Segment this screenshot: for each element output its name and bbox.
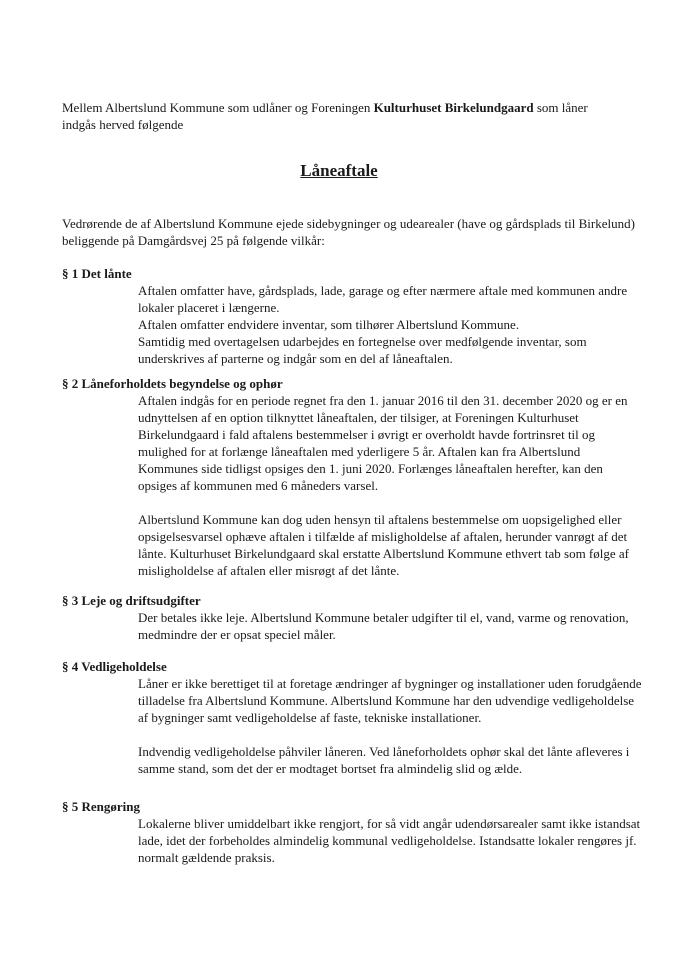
- section-5: [62, 798, 642, 866]
- section-2-body: [138, 392, 643, 579]
- section-5-heading: § 5 Rengøring: [62, 799, 140, 814]
- section-3-heading: § 3 Leje og driftsudgifter: [62, 593, 201, 608]
- section-2-heading: § 2 Låneforholdets begyndelse og ophør: [62, 376, 283, 391]
- section-4: [62, 658, 642, 777]
- section-3-body: [138, 609, 643, 643]
- section-1-paragraph-1: Aftalen omfatter have, gårdsplads, lade, garage og efter nærmere aftale med kommunen andre lokaler placeret i længerne. Aftalen omfatter endvidere inventar, som tilhører Albertslund Kommune. Samtidig med overtagelsen udarbejdes en fortegnelse over medfølgende inventar, som underskrives af parterne og indgår som en del af låneaftalen.: [138, 283, 628, 366]
- section-4-heading: § 4 Vedligeholdelse: [62, 659, 167, 674]
- section-5-body: [138, 815, 643, 866]
- section-2: [62, 375, 642, 579]
- intro-before: Mellem Albertslund Kommune som udlåner og Foreningen: [62, 100, 374, 115]
- section-1-body: [138, 282, 643, 367]
- document-title: Låneaftale: [300, 161, 378, 180]
- section-3-paragraph-1: Der betales ikke leje. Albertslund Kommune betaler udgifter til el, vand, varme og renovation, medmindre der er opsat speciel måler.: [138, 610, 629, 642]
- section-5-paragraph-1: Lokalerne bliver umiddelbart ikke rengjort, for så vidt angår udendørsarealer samt ikke istandsat lade, idet der forbeholdes almindelig kommunal vedligeholdelse. Istandsatte lokaler rengøres jf. normalt gældende praksis.: [138, 816, 641, 865]
- intro-after: som låner indgås herved følgende: [62, 100, 588, 132]
- section-1-heading: § 1 Det lånte: [62, 266, 132, 281]
- section-2-paragraph-2: Albertslund Kommune kan dog uden hensyn til aftalens bestemmelse om uopsigelighed eller opsigelsesvarsel ophæve aftalen i tilfælde af misligholdelse af aftalen, herunder vanrøgt af det lånte. Kulturhuset Birkelundgaard skal erstatte Albertslund Kommune ethvert tab som følge af misligholdelse af aftalen eller misrøgt af det lånte.: [138, 512, 629, 578]
- intro-org-name: Kulturhuset Birkelundgaard: [373, 100, 534, 115]
- section-1: [62, 265, 642, 367]
- section-4-paragraph-1: Låner er ikke berettiget til at foretage ændringer af bygninger og installationer uden forudgående tilladelse fra Albertslund Kommune. Albertslund Kommune har den udvendige vedligeholdelse af bygninger samt vedligeholdelse af faste, tekniske installationer.: [138, 676, 642, 725]
- intro-text: [62, 99, 622, 133]
- section-4-paragraph-2: Indvendig vedligeholdelse påhviler låneren. Ved låneforholdets ophør skal det lånte afleveres i samme stand, som det der er modtaget bortset fra almindelig slid og ælde.: [138, 744, 630, 776]
- section-2-paragraph-1: Aftalen indgås for en periode regnet fra den 1. januar 2016 til den 31. december 2020 og er en udnyttelsen af en option tilknyttet låneaftalen, der tilsiger, at Foreningen Kulturhuset Birkelundgaard i fald aftalens bestemmelser i øvrigt er overholdt havde fortrinsret til og mulighed for at forlænge låneaftalen med yderligere 5 år. Aftalen kan fra Albertslund Kommunes side tidligst opsiges den 1. juni 2020. Forlænges låneaftalen herefter, kan den opsiges af kommunen med 6 måneders varsel.: [138, 393, 628, 493]
- section-3: [62, 592, 642, 643]
- section-4-body: [138, 675, 643, 777]
- preamble-text: Vedrørende de af Albertslund Kommune ejede sidebygninger og udearealer (have og gårdsplads til Birkelund) beliggende på Damgårdsvej 25 på følgende vilkår:: [62, 216, 635, 248]
